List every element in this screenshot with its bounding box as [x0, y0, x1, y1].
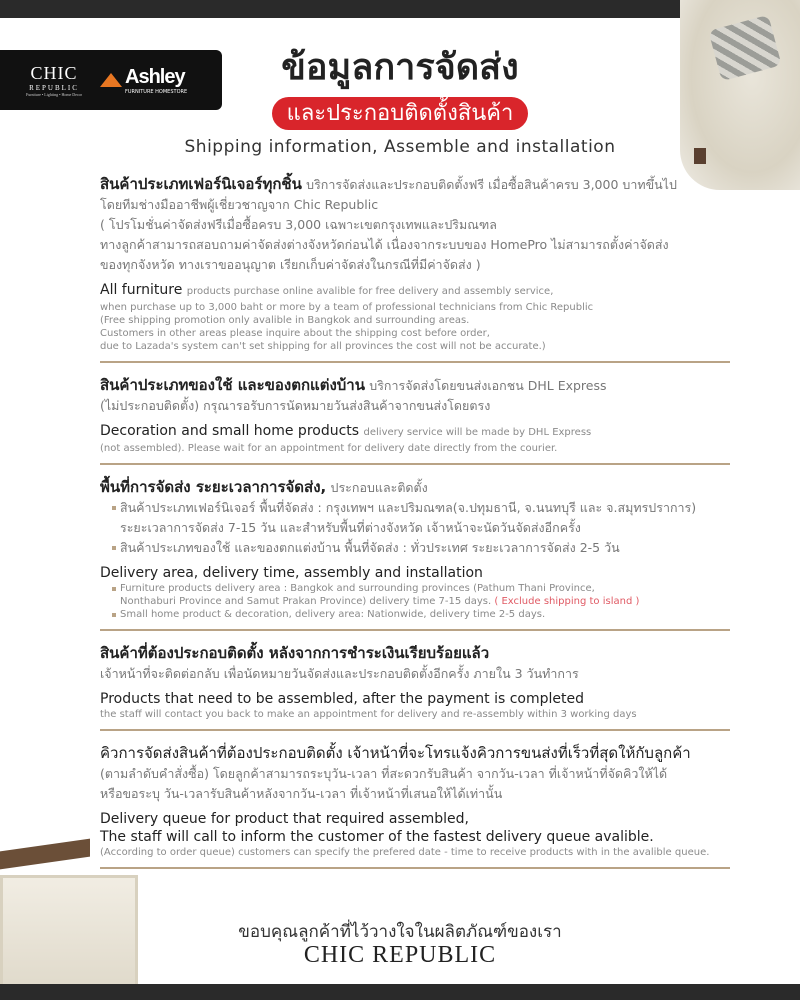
logo-sub: REPUBLIC [29, 84, 79, 92]
section-title: คิวการจัดส่งสินค้าที่ต้องประกอบติดตั้ง เจ้าหน้าที่จะโทรแจ้งคิวการขนส่งที่เร็วที่สุดให้กับลูกค้า [100, 744, 691, 762]
thanks-text: ขอบคุณลูกค้าที่ไว้วางใจในผลิตภัณฑ์ของเรา [238, 922, 562, 942]
text-line: due to Lazada's system can't set shipping for all provinces the cost will not be accurate.) [100, 341, 546, 352]
section-decoration [100, 371, 730, 461]
text-line: (According to order queue) customers can specify the prefered date - time to receive products with in the avalible queue. [100, 847, 710, 858]
divider [100, 629, 730, 631]
section-queue [100, 739, 730, 865]
text-line: บริการจัดส่งโดยขนส่งเอกชน DHL Express [369, 378, 607, 393]
divider [100, 361, 730, 363]
list-item [100, 608, 730, 621]
list-item [100, 498, 730, 538]
text-line: Furniture products delivery area : Bangkok and surrounding provinces (Pathum Thani Province, [120, 583, 595, 594]
text-line: เจ้าหน้าที่จะติดต่อกลับ เพื่อนัดหมายวันจัดส่งและประกอบติดตั้งอีกครั้ง ภายใน 3 วันทำการ [100, 666, 579, 681]
text-line: หรือขอระบุ วัน-เวลารับสินค้าหลังจากวัน-เวลา ที่เจ้าหน้าที่เสนอให้ได้เท่านั้น [100, 786, 503, 801]
divider [100, 729, 730, 731]
table-top [0, 839, 90, 870]
text-line: Nonthaburi Province and Samut Prakan Province) delivery time 7-15 days. [120, 596, 492, 607]
text-line: บริการจัดส่งและประกอบติดตั้งฟรี เมื่อซื้อสินค้าครบ 3,000 บาทขึ้นไป [306, 177, 677, 192]
section-delivery-area [100, 473, 730, 627]
divider [100, 867, 730, 869]
text-line: (not assembled). Please wait for an appointment for delivery date directly from the courier. [100, 443, 558, 454]
section-title-en: Delivery area, delivery time, assembly and installation [100, 565, 483, 581]
text-line: ทางลูกค้าสามารถสอบถามค่าจัดส่งต่างจังหวัดก่อนได้ เนื่องจากระบบของ HomePro ไม่สามารถตั้งค่าจัดส่ง [100, 237, 669, 252]
sofa-image [680, 0, 800, 190]
text-line: ( โปรโมชั่นค่าจัดส่งฟรีเมื่อซื้อครบ 3,000 เฉพาะเขตกรุงเทพและปริมณฑล [100, 217, 497, 232]
logo-tag: Furniture • Lighting • Home Decor [26, 92, 83, 97]
page-subtitle: Shipping information, Assemble and installation [184, 137, 616, 157]
list-item [100, 582, 730, 608]
content [100, 170, 730, 877]
section-title-en: Delivery queue for product that required assembled, [100, 811, 470, 827]
section-title-en: All furniture [100, 282, 183, 298]
brand-name: CHIC REPUBLIC [303, 942, 497, 968]
title-badge: และประกอบติดตั้งสินค้า [272, 97, 528, 130]
page-title: ข้อมูลการจัดส่ง [281, 47, 519, 88]
section-furniture [100, 170, 730, 359]
text-line: ระยะเวลาการจัดส่ง 7-15 วัน และสำหรับพื้นที่ต่างจังหวัด เจ้าหน้าจะนัดวันจัดส่งอีกครั้ง [120, 520, 581, 535]
section-assembly [100, 639, 730, 727]
bottom-bar [0, 984, 800, 1000]
section-title-en: The staff will call to inform the customer of the fastest delivery queue avalible. [100, 829, 654, 845]
text-line: when purchase up to 3,000 baht or more by a team of professional technicians from Chic Republic [100, 302, 594, 313]
divider [100, 463, 730, 465]
text-line: Small home product & decoration, delivery area: Nationwide, delivery time 2-5 days. [120, 609, 546, 620]
logo-text: CHIC [30, 63, 78, 83]
section-title-en: Decoration and small home products [100, 423, 360, 439]
text-line: products purchase online avalible for free delivery and assembly service, [186, 286, 554, 297]
section-title-en: Products that need to be assembled, after the payment is completed [100, 691, 584, 707]
text-line: สินค้าประเภทของใช้ และของตกแต่งบ้าน พื้นที่จัดส่ง : ทั่วประเทศ ระยะเวลาการจัดส่ง 2-5 วัน [120, 540, 620, 555]
section-title: สินค้าประเภทเฟอร์นิเจอร์ทุกชิ้น [100, 175, 302, 193]
text-line: delivery service will be made by DHL Express [363, 427, 592, 438]
section-title: สินค้าที่ต้องประกอบติดตั้ง หลังจากการชำระเงินเรียบร้อยแล้ว [100, 644, 490, 662]
text-line: ของทุกจังหวัด ทางเราขออนุญาต เรียกเก็บค่าจัดส่งในกรณีที่มีค่าจัดส่ง ) [100, 257, 481, 272]
text-line: (ตามลำดับคำสั่งซื้อ) โดยลูกค้าสามารถระบุวัน-เวลา ที่สะดวกรับสินค้า จากวัน-เวลา ที่เจ้าหน้าที่จัดคิวให้ได้ [100, 766, 668, 781]
section-title-light: ประกอบและติดตั้ง [330, 480, 428, 495]
text-line: สินค้าประเภทเฟอร์นิเจอร์ พื้นที่จัดส่ง : กรุงเทพฯ และปริมณฑล(จ.ปทุมธานี, จ.นนทบุรี และ จ.สมุทรปราการ) [120, 500, 697, 515]
section-title: สินค้าประเภทของใช้ และของตกแต่งบ้าน [100, 376, 365, 394]
text-line: โดยทีมช่างมืออาชีพผู้เชี่ยวชาญจาก Chic Republic [100, 197, 379, 212]
logo-text: Ashley [125, 65, 185, 88]
logo-sub: FURNITURE HOMESTORE [125, 88, 188, 95]
text-line: (ไม่ประกอบติดตั้ง) กรุณารอรับการนัดหมายวันส่งสินค้าจากขนส่งโดยตรง [100, 398, 491, 413]
section-title: พื้นที่การจัดส่ง ระยะเวลาการจัดส่ง, [100, 478, 327, 496]
text-line: the staff will contact you back to make an appointment for delivery and re-assembly within 3 working days [100, 709, 637, 720]
exclusion-note: ( Exclude shipping to island ) [494, 596, 640, 607]
text-line: (Free shipping promotion only avalible in Bangkok and surrounding areas. [100, 315, 470, 326]
list-item [100, 538, 730, 558]
text-line: Customers in other areas please inquire about the shipping cost before order, [100, 328, 490, 339]
